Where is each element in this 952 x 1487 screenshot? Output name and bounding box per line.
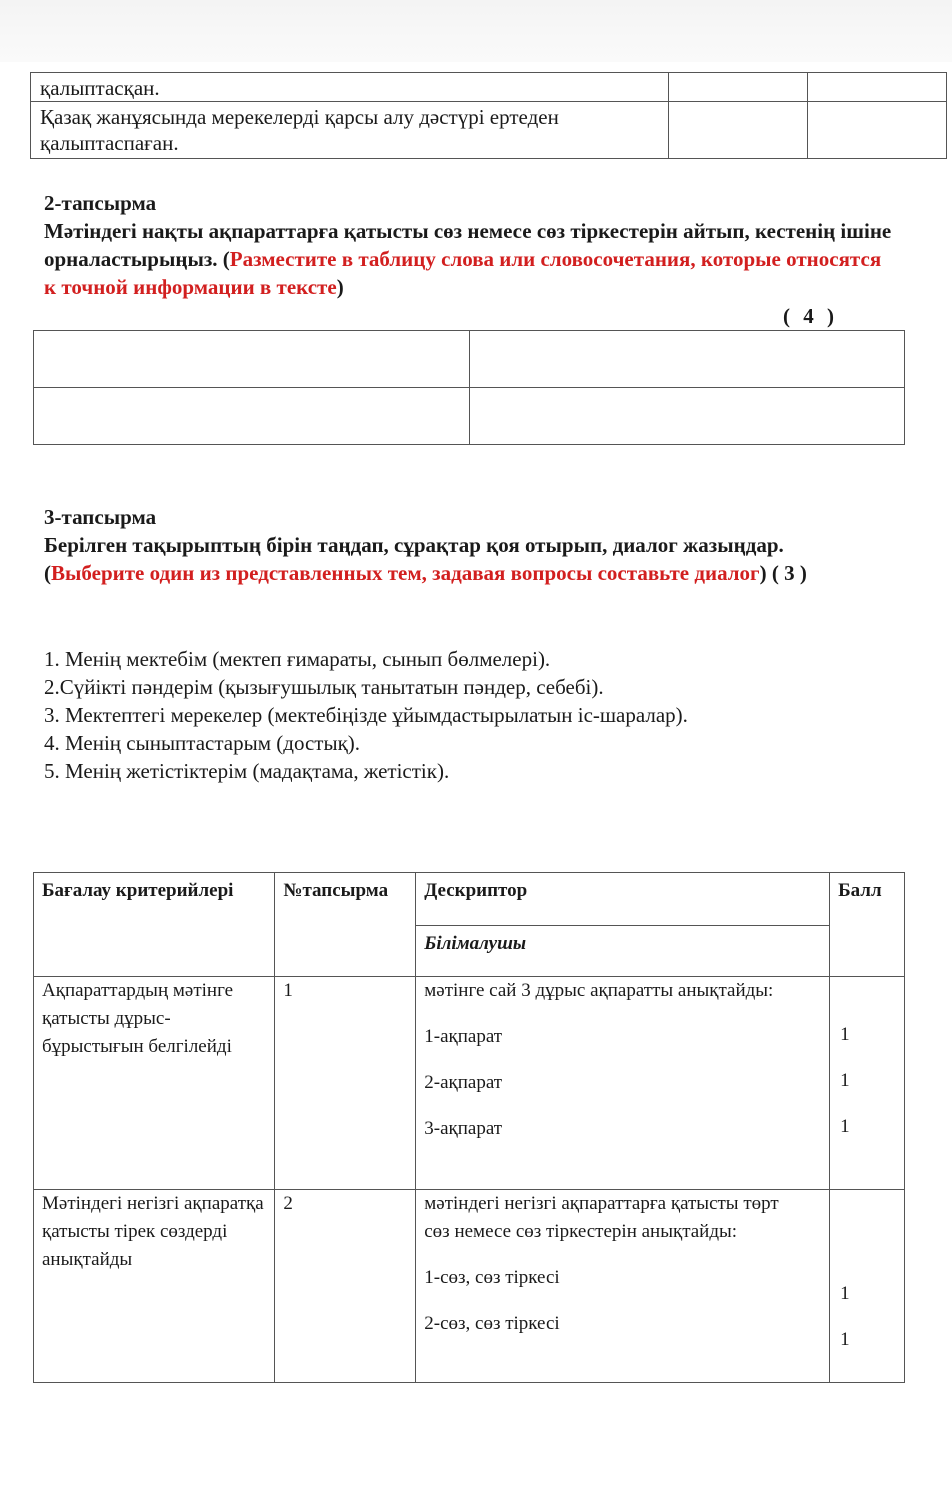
task2-title: 2-тапсырма <box>44 191 157 215</box>
descriptor-cell <box>416 977 830 1190</box>
task2-instructions <box>44 217 894 301</box>
point-value: 1 <box>840 1024 850 1045</box>
descriptor-item: 1-ақпарат <box>424 1026 503 1047</box>
table-row <box>34 331 905 388</box>
answer-cell[interactable] <box>469 331 905 388</box>
header-learner: Білімалушы <box>416 926 830 977</box>
point-value: 1 <box>840 1283 850 1304</box>
statement-text: қалыптасқан. <box>40 76 160 100</box>
descriptor-item: 3-ақпарат <box>424 1118 503 1139</box>
task2-score: ( 4 ) <box>783 304 834 328</box>
statement-text: Қазақ жанұясында мерекелерді қарсы алу дәстүрі ертеден қалыптаспаған. <box>40 105 559 155</box>
points-cell <box>830 977 905 1190</box>
descriptor-item: 2-сөз, сөз тіркесі <box>424 1313 560 1334</box>
task3-kz-text: Берілген тақырыптың бірін таңдап, сұрақтар қоя отырып, диалог жазыңдар. ( <box>44 533 784 585</box>
answer-cell-false[interactable] <box>807 102 946 159</box>
table-row <box>34 873 905 926</box>
answer-cell-true[interactable] <box>668 102 807 159</box>
header-task-no: №тапсырма <box>275 873 416 977</box>
list-item: 2.Сүйікті пәндерім (қызығушылық танытатын пәндер, себебі). <box>44 675 604 699</box>
topic-list <box>44 645 924 785</box>
criteria-cell: Ақпараттардың мәтінге қатысты дұрыс-бұрыстығын белгілейді <box>34 977 275 1190</box>
header-points: Балл <box>830 873 905 977</box>
statements-table <box>30 72 947 159</box>
task2-ru-text: Разместите в таблицу слова или словосочетания, которые относятся к точной информации в тексте <box>44 247 882 299</box>
list-item: 4. Менің сыныптастарым (достық). <box>44 731 361 755</box>
answer-cell[interactable] <box>34 331 470 388</box>
header-criteria: Бағалау критерийлері <box>34 873 275 977</box>
table-row <box>34 388 905 445</box>
descriptor-item: 2-ақпарат <box>424 1072 503 1093</box>
descriptor-cell <box>416 1190 830 1383</box>
answer-table <box>33 330 905 445</box>
task-no-cell: 1 <box>275 977 416 1190</box>
criteria-cell: Мәтіндегі негізгі ақпаратқа қатысты тірек сөздерді анықтайды <box>34 1190 275 1383</box>
list-item: 1. Менің мектебім (мектеп ғимараты, сынып бөлмелері). <box>44 647 551 671</box>
table-row <box>34 1190 905 1383</box>
list-item: 3. Мектептегі мерекелер (мектебіңізде ұйымдастырылатын іс-шаралар). <box>44 703 688 727</box>
descriptor-intro: мәтінге сай 3 дұрыс ақпаратты анықтайды: <box>424 980 774 1001</box>
task3-instructions <box>44 531 864 587</box>
descriptor-intro: мәтіндегі негізгі ақпараттарға қатысты төрт <box>424 1193 779 1214</box>
task3-ru-text: Выберите один из представленных тем, задавая вопросы составьте диалог <box>51 561 760 585</box>
table-row <box>31 73 947 102</box>
point-value: 1 <box>840 1070 850 1091</box>
descriptor-intro-cont: сөз немесе сөз тіркестерін анықтайды: <box>424 1221 738 1242</box>
table-row <box>31 102 947 159</box>
statement-cell <box>31 73 669 102</box>
descriptor-item: 1-сөз, сөз тіркесі <box>424 1267 560 1288</box>
task2-kz-text: Мәтіндегі нақты ақпараттарға қатысты сөз немесе сөз тіркестерін айтып, кестенің ішіне орналастырыңыз. ( <box>44 219 892 271</box>
point-value: 1 <box>840 1329 850 1350</box>
table-row <box>34 977 905 1190</box>
answer-cell-true[interactable] <box>668 73 807 102</box>
task-no-cell: 2 <box>275 1190 416 1383</box>
task3-title: 3-тапсырма <box>44 505 157 529</box>
points-cell <box>830 1190 905 1383</box>
answer-cell[interactable] <box>34 388 470 445</box>
point-value: 1 <box>840 1116 850 1137</box>
answer-cell[interactable] <box>469 388 905 445</box>
statement-cell <box>31 102 669 159</box>
top-band <box>0 0 952 62</box>
task3-paren: ) ( 3 ) <box>759 561 807 585</box>
header-descriptor: Дескриптор <box>416 873 830 926</box>
answer-cell-false[interactable] <box>807 73 946 102</box>
list-item: 5. Менің жетістіктерім (мадақтама, жетістік). <box>44 759 450 783</box>
rubric-table <box>33 872 905 1383</box>
task2-paren: ) <box>336 275 344 299</box>
